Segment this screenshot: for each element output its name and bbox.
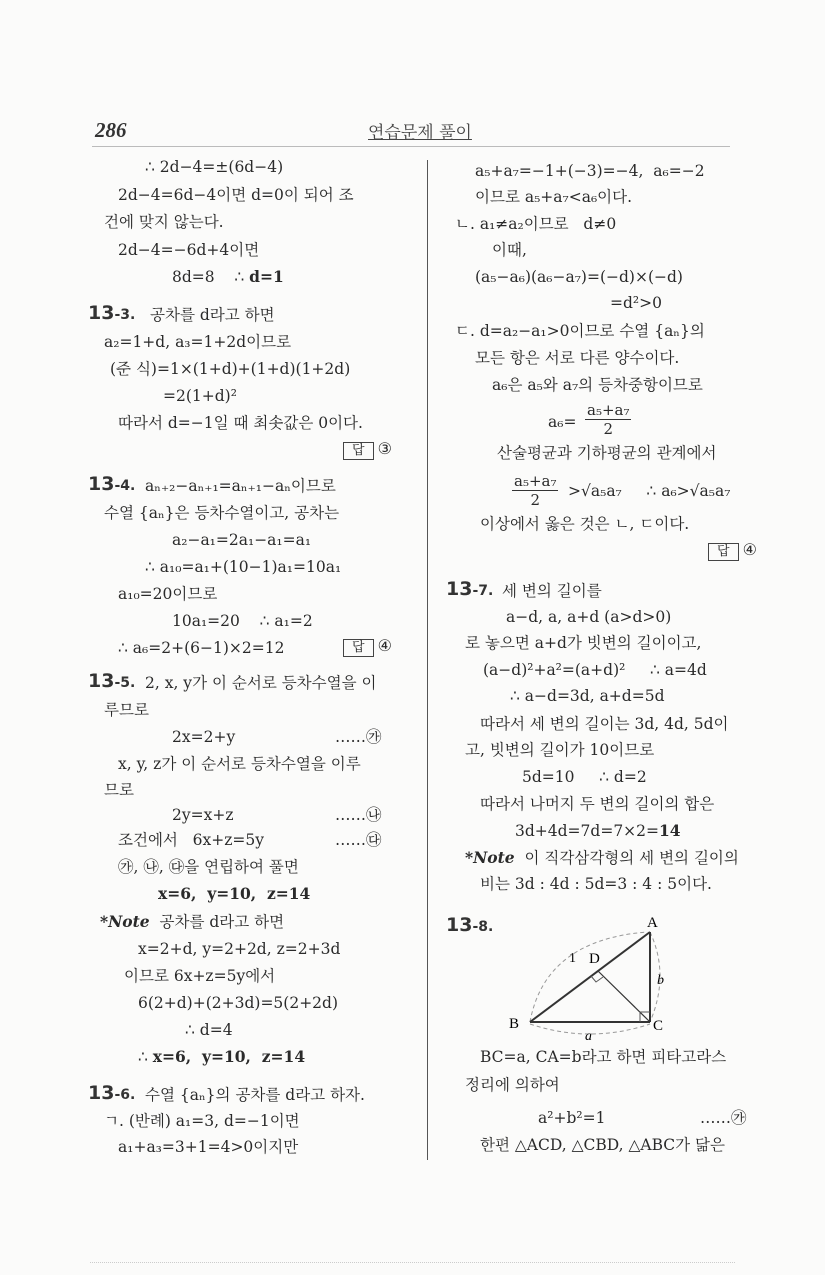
answer	[708, 540, 757, 561]
text-line: >√a₅a₇ ∴ a₆>√a₅a₇	[568, 482, 731, 500]
text-line: a₁+a₃=3+1=4>0이지만	[118, 1138, 299, 1156]
problem-number-13-8	[446, 914, 493, 936]
therefore: ∴	[138, 1048, 153, 1066]
text-line: a₁₀=20이므로	[118, 585, 218, 603]
text-line: 2d−4=6d−4이면 d=0이 되어 조	[118, 186, 354, 204]
text-line: 므로	[104, 781, 134, 799]
text-line: =d²>0	[610, 294, 662, 312]
text-line: 2d−4=−6d+4이면	[118, 241, 260, 259]
text-line: BC=a, CA=b라고 하면 피타고라스	[480, 1048, 727, 1066]
answer-box: 답	[708, 543, 739, 561]
triangle-diagram	[505, 910, 685, 1040]
label-A: A	[647, 915, 658, 931]
text-line: a²+b²=1	[538, 1109, 606, 1127]
numerator: a₅+a₇	[587, 401, 630, 419]
text-line: ∴ d=4	[185, 1021, 233, 1039]
result-line	[138, 1047, 305, 1067]
result-line: x=6, y=10, z=14	[158, 884, 311, 903]
text-line: =2(1+d)²	[163, 387, 237, 405]
text-line: 로 놓으면 a+d가 빗변의 길이이고,	[465, 634, 702, 652]
text-line: 따라서 d=−1일 때 최솟값은 0이다.	[118, 414, 363, 432]
text-line: 따라서 나머지 두 변의 길이의 합은	[480, 795, 715, 813]
text-line: (a−d)²+a²=(a+d)² ∴ a=4d	[483, 661, 707, 679]
text-line: ∴ a₆=2+(6−1)×2=12	[118, 639, 285, 657]
text-line: a₆은 a₅와 a₇의 등차중항이므로	[492, 376, 703, 394]
text-line: ∴ a−d=3d, a+d=5d	[510, 687, 665, 705]
label-side-AB: 1	[569, 951, 576, 966]
header-rule	[92, 146, 730, 147]
problem-number-13-3	[88, 302, 135, 324]
text-line: 이상에서 옳은 것은 ㄴ, ㄷ이다.	[480, 515, 690, 533]
label-B: B	[509, 1016, 520, 1032]
text-line: 비는 3d : 4d : 5d=3 : 4 : 5이다.	[480, 875, 712, 893]
note-label: *Note	[465, 848, 515, 867]
text-line: 이므로 a₅+a₇<a₆이다.	[475, 188, 633, 206]
text-line: a−d, a, a+d (a>d>0)	[506, 608, 672, 626]
column-divider	[427, 160, 428, 1160]
equation-tag: ……㉮	[700, 1109, 747, 1127]
problem-number-13-7	[446, 578, 493, 600]
answer-box: 답	[343, 639, 374, 657]
note-label: *Note	[100, 912, 150, 931]
text-line: 수열 {aₙ}은 등차수열이고, 공차는	[104, 504, 340, 522]
text-line: ㄴ. a₁≠a₂이므로 d≠0	[455, 215, 617, 233]
text-line: 이므로 6x+z=5y에서	[124, 967, 276, 985]
text-line	[515, 821, 681, 841]
sub: -5.	[114, 675, 136, 691]
num: 13	[88, 1082, 115, 1104]
result: d=1	[249, 267, 284, 286]
problem-number-13-5	[88, 670, 135, 692]
text-line	[172, 267, 284, 287]
text-line: 정리에 의하여	[465, 1076, 560, 1094]
text-line: 2y=x+z	[172, 806, 234, 824]
text-line: (준 식)=1×(1+d)+(1+d)(1+2d)	[110, 360, 351, 378]
text-line: 한편 △ACD, △CBD, △ABC가 닮은	[480, 1136, 725, 1154]
text-line: 모든 항은 서로 다른 양수이다.	[475, 349, 680, 367]
text-line: 2x=2+y	[172, 728, 236, 746]
numerator: a₅+a₇	[514, 472, 557, 490]
text-line: 산술평균과 기하평균의 관계에서	[497, 444, 717, 462]
denominator: 2	[530, 491, 541, 509]
sub: -3.	[114, 307, 136, 323]
text-line: ㄱ. (반례) a₁=3, d=−1이면	[104, 1112, 300, 1130]
answer-choice: ③	[377, 439, 392, 458]
sub: -6.	[114, 1087, 136, 1103]
text-line: 공차를 d라고 하면	[150, 306, 275, 324]
answer	[343, 439, 392, 460]
sub: -7.	[472, 583, 494, 599]
label-side-CA: b	[657, 973, 664, 988]
text-line: 2, x, y가 이 순서로 등차수열을 이	[145, 674, 377, 692]
label-D: D	[589, 951, 600, 967]
fraction	[512, 472, 558, 509]
text: 공차를 d라고 하면	[159, 913, 285, 931]
sub: -4.	[114, 478, 136, 494]
label-side-BC: a	[585, 1029, 592, 1040]
num: 13	[88, 473, 115, 495]
problem-number-13-4	[88, 473, 135, 495]
text-line: (a₅−a₆)(a₆−a₇)=(−d)×(−d)	[475, 268, 683, 286]
page-header-title: 연습문제 풀이	[368, 123, 472, 143]
page-number: 286	[95, 118, 127, 142]
num: 13	[88, 302, 115, 324]
equation-tag: ……㉰	[335, 831, 382, 849]
answer-box: 답	[343, 442, 374, 460]
label-C: C	[653, 1018, 664, 1034]
problem-number-13-6	[88, 1082, 135, 1104]
text-line: ㉮, ㉯, ㉰을 연립하여 풀면	[118, 858, 299, 876]
result: x=6, y=10, z=14	[152, 1047, 306, 1066]
text-line: a₅+a₇=−1+(−3)=−4, a₆=−2	[475, 162, 705, 180]
text-line: a₂=1+d, a₃=1+2d이므로	[104, 333, 292, 351]
text: 3d+4d=7d=7×2=	[515, 822, 660, 840]
fraction	[585, 401, 631, 438]
footer-rule	[90, 1262, 735, 1263]
text-line: a₂−a₁=2a₁−a₁=a₁	[172, 531, 312, 549]
result: 14	[659, 821, 681, 840]
text-line: ∴ 2d−4=±(6d−4)	[145, 158, 284, 176]
answer-choice: ④	[742, 540, 757, 559]
equation-tag: ……㉮	[335, 728, 382, 746]
text: 이 직각삼각형의 세 변의 길이의	[524, 849, 739, 867]
num: 13	[446, 914, 473, 936]
text-line: x, y, z가 이 순서로 등차수열을 이루	[118, 755, 361, 773]
text-line: 세 변의 길이를	[502, 582, 602, 600]
text-line: 5d=10 ∴ d=2	[522, 768, 647, 786]
text-line: 조건에서 6x+z=5y	[118, 831, 265, 849]
right-angle-mark	[591, 976, 603, 982]
text-line: 루므로	[104, 701, 149, 719]
text: 8d=8 ∴	[172, 268, 250, 286]
sub: -8.	[472, 919, 494, 935]
equation-tag: ……㉯	[335, 806, 382, 824]
num: 13	[446, 578, 473, 600]
text-line: ∴ a₁₀=a₁+(10−1)a₁=10a₁	[145, 558, 342, 576]
text-line: ㄷ. d=a₂−a₁>0이므로 수열 {aₙ}의	[455, 322, 705, 340]
denominator: 2	[603, 420, 614, 438]
altitude-CD	[598, 971, 650, 1022]
text-line: 수열 {aₙ}의 공차를 d라고 하자.	[145, 1086, 365, 1104]
text-line: a₆=	[548, 413, 577, 431]
answer-choice: ④	[377, 636, 392, 655]
text-line: 건에 맞지 않는다.	[104, 213, 224, 231]
text-line: x=2+d, y=2+2d, z=2+3d	[138, 940, 341, 958]
note-line	[100, 912, 284, 932]
note-line	[465, 848, 739, 868]
text-line: 고, 빗변의 길이가 10이므로	[465, 741, 655, 759]
text-line: aₙ₊₂−aₙ₊₁=aₙ₊₁−aₙ이므로	[145, 477, 336, 495]
answer	[343, 636, 392, 657]
text-line: 따라서 세 변의 길이는 3d, 4d, 5d이	[480, 715, 729, 733]
text-line: 이때,	[492, 241, 527, 259]
text-line: 10a₁=20 ∴ a₁=2	[172, 612, 313, 630]
text-line: 6(2+d)+(2+3d)=5(2+2d)	[138, 994, 339, 1012]
num: 13	[88, 670, 115, 692]
